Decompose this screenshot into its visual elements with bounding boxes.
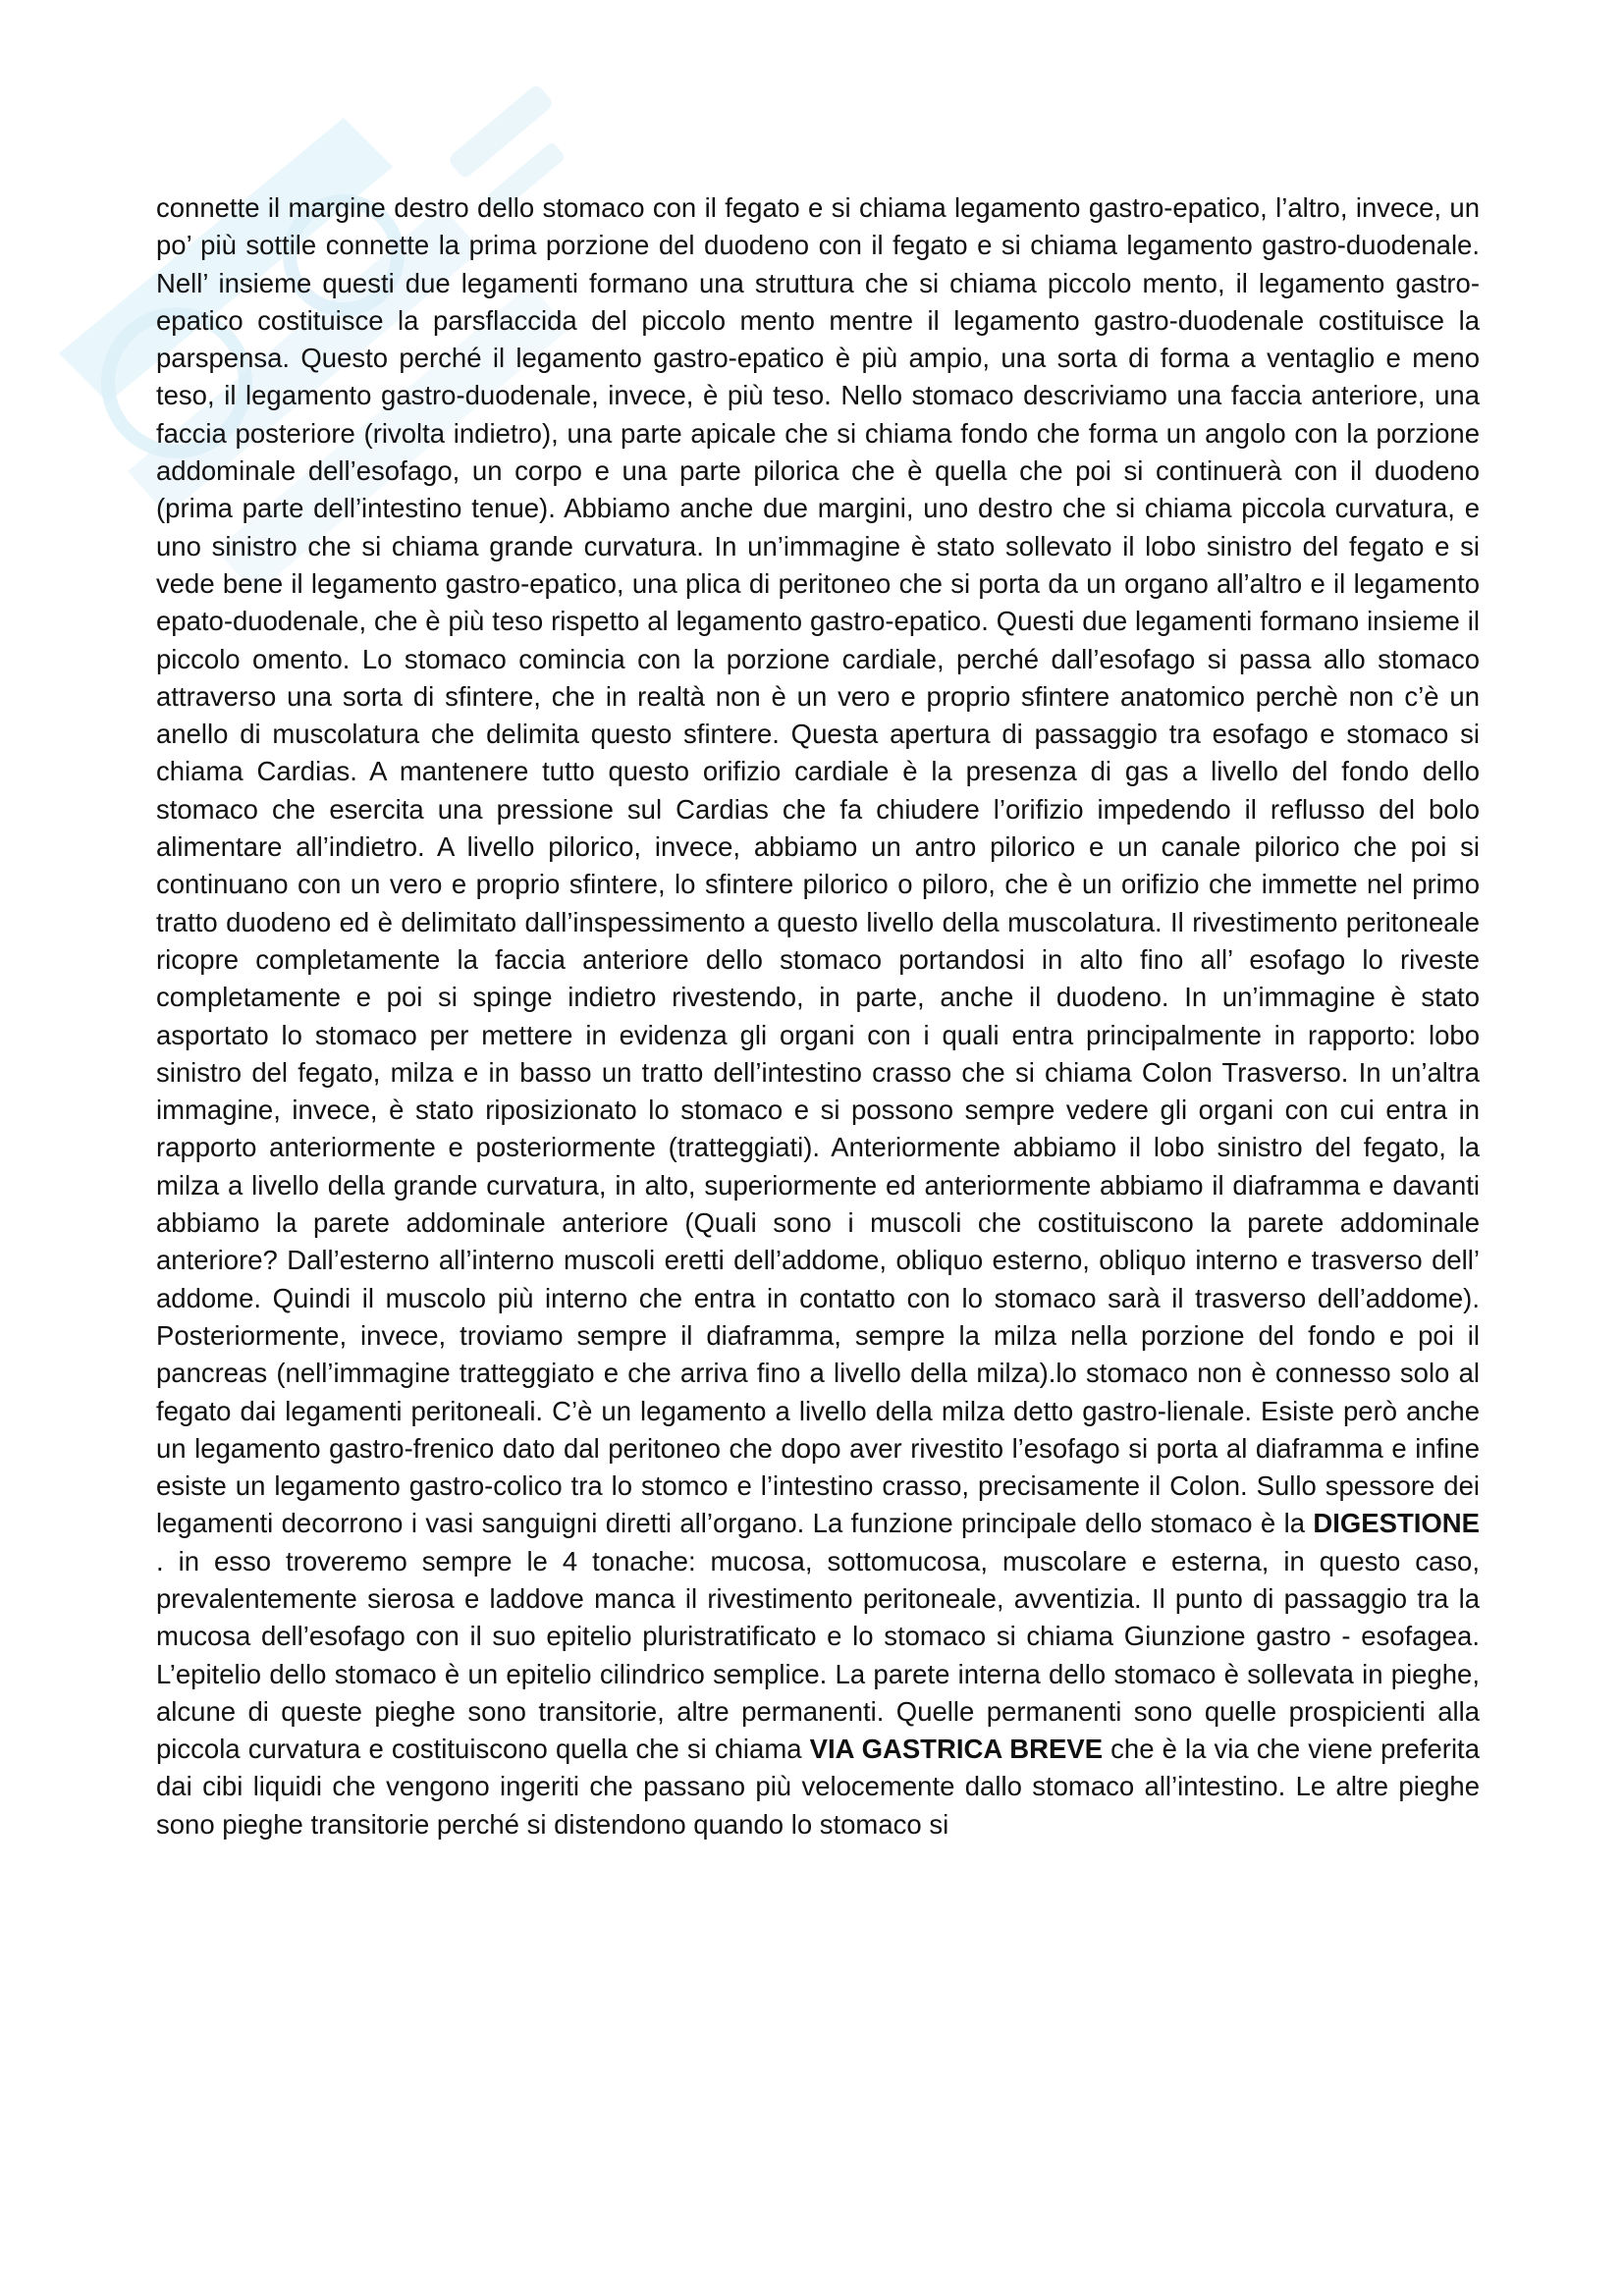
- bold-term-digestione: DIGESTIONE: [1313, 1508, 1480, 1539]
- paragraph-text-part-1: connette il margine destro dello stomaco con il fegato e si chiama legamento gastro-epatico, l’altro, invece, un po’ più sottile connette la prima porzione del duodeno con il fegato e si chiama legamento gastro-duodenale. Nell’ insieme questi due legamenti formano una struttura che si chiama piccolo mento, il legamento gastro-epatico costituisce la parsflaccida del piccolo mento mentre il legamento gastro-duodenale costituisce la parspensa. Questo perché il legamento gastro-epatico è più ampio, una sorta di forma a ventaglio e meno teso, il legamento gastro-duodenale, invece, è più teso. Nello stomaco descriviamo una faccia anteriore, una faccia posteriore (rivolta indietro), una parte apicale che si chiama fondo che forma un angolo con la porzione addominale dell’esofago, un corpo e una parte pilorica che è quella che poi si continuerà con il duodeno (prima parte dell’intestino tenue). Abbiamo anche due margini, uno destro che si chiama piccola curvatura, e uno sinistro che si chiama grande curvatura. In un’immagine è stato sollevato il lobo sinistro del fegato e si vede bene il legamento gastro-epatico, una plica di peritoneo che si porta da un organo all’altro e il legamento epato-duodenale, che è più teso rispetto al legamento gastro-epatico. Questi due legamenti formano insieme il piccolo omento. Lo stomaco comincia con la porzione cardiale, perché dall’esofago si passa allo stomaco attraverso una sorta di sfintere, che in realtà non è un vero e proprio sfintere anatomico perchè non c’è un anello di muscolatura che delimita questo sfintere. Questa apertura di passaggio tra esofago e stomaco si chiama Cardias. A mantenere tutto questo orifizio cardiale è la presenza di gas a livello del fondo dello stomaco che esercita una pressione sul Cardias che fa chiudere l’orifizio impedendo il reflusso del bolo alimentare all’indietro. A livello pilorico, invece, abbiamo un antro pilorico e un canale pilorico che poi si continuano con un vero e proprio sfintere, lo sfintere pilorico o piloro, che è un orifizio che immette nel primo tratto duodeno ed è delimitato dall’inspessimento a questo livello della muscolatura. Il rivestimento peritoneale ricopre completamente la faccia anteriore dello stomaco portandosi in alto fino all’ esofago lo riveste completamente e poi si spinge indietro rivestendo, in parte, anche il duodeno. In un’immagine è stato asportato lo stomaco per mettere in evidenza gli organi con i quali entra principalmente in rapporto: lobo sinistro del fegato, milza e in basso un tratto dell’intestino crasso che si chiama Colon Trasverso. In un’altra immagine, invece, è stato riposizionato lo stomaco e si possono sempre vedere gli organi con cui entra in rapporto anteriormente e posteriormente (tratteggiati). Anteriormente abbiamo il lobo sinistro del fegato, la milza a livello della grande curvatura, in alto, superiormente ed anteriormente abbiamo il diaframma e davanti abbiamo la parete addominale anteriore (Quali sono i muscoli che costituiscono la parete addominale anteriore? Dall’esterno all’interno muscoli eretti dell’addome, obliquo esterno, obliquo interno e trasverso dell’ addome. Quindi il muscolo più interno che entra in contatto con lo stomaco sarà il trasverso dell’addome). Posteriormente, invece, troviamo sempre il diaframma, sempre la milza nella porzione del fondo e poi il pancreas (nell’immagine tratteggiato e che arriva fino a livello della milza).lo stomaco non è connesso solo al fegato dai legamenti peritoneali. C’è un legamento a livello della milza detto gastro-lienale. Esiste però anche un legamento gastro-frenico dato dal peritoneo che dopo aver rivestito l’esofago si porta al diaframma e infine esiste un legamento gastro-colico tra lo stomco e l’intestino crasso, precisamente il Colon. Sullo spessore dei legamenti decorrono i vasi sanguigni diretti all’organo. La funzione principale dello stomaco è la: [156, 192, 1480, 1539]
- paragraph-text-part-2: . in esso troveremo sempre le 4 tonache: mucosa, sottomucosa, muscolare e esterna, in questo caso, prevalentemente sierosa e laddove manca il rivestimento peritoneale, avventizia. Il punto di passaggio tra la mucosa dell’esofago con il suo epitelio pluristratificato e lo stomaco si chiama Giunzione gastro - esofagea. L’epitelio dello stomaco è un epitelio cilindrico semplice. La parete interna dello stomaco è sollevata in pieghe, alcune di queste pieghe sono transitorie, altre permanenti. Quelle permanenti sono quelle prospicienti alla piccola curvatura e costituiscono quella che si chiama: [156, 1545, 1480, 1765]
- bold-term-via-gastrica-breve: VIA GASTRICA BREVE: [809, 1734, 1104, 1765]
- paragraph-text-part-3: che è la via che viene preferita dai cibi liquidi che vengono ingeriti che passano più velocemente dallo stomaco all’intestino. Le altre pieghe sono pieghe transitorie perché si distendono quando lo stomaco si: [156, 1734, 1480, 1840]
- body-paragraph: [156, 189, 1480, 1843]
